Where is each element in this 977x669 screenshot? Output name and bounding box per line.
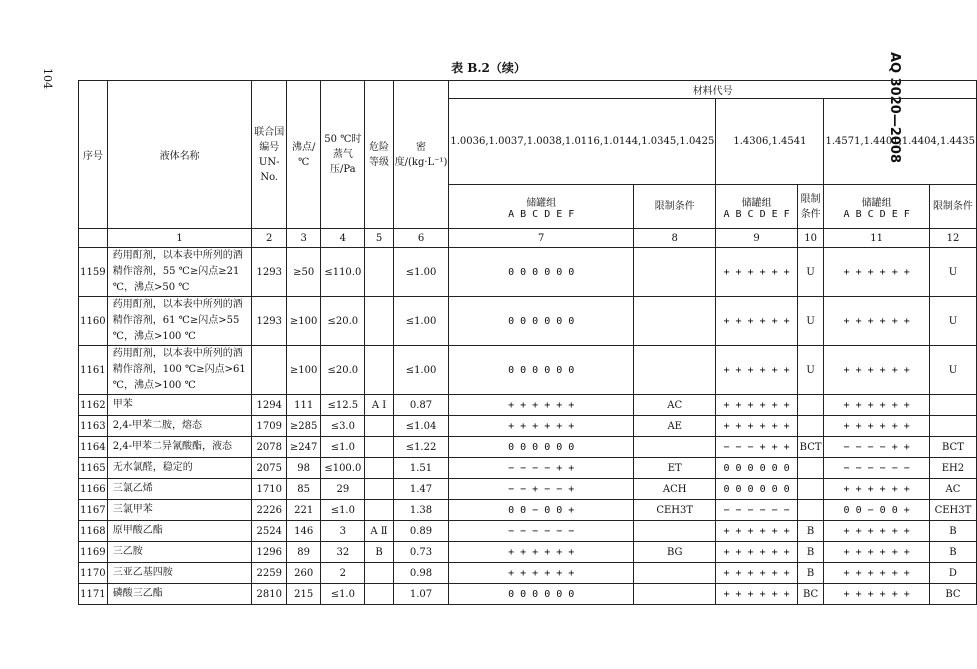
row-un-no bbox=[252, 346, 287, 395]
row-density: ≤1.22 bbox=[393, 437, 449, 458]
table-row bbox=[79, 437, 977, 458]
row-restriction-2 bbox=[797, 479, 824, 500]
table-row bbox=[79, 297, 977, 346]
row-restriction-2: BC bbox=[797, 584, 824, 605]
row-vapor-pressure: ≤100.0 bbox=[321, 458, 365, 479]
row-liquid-name: 2,4-甲苯二异氰酸酯，液态 bbox=[107, 437, 252, 458]
row-un-no: 1294 bbox=[252, 395, 287, 416]
row-material-2: − − − − − − bbox=[716, 500, 797, 521]
tank-group-label: 储罐组 bbox=[526, 197, 557, 209]
row-liquid-name: 无水氯醛，稳定的 bbox=[107, 458, 252, 479]
row-density: ≤1.04 bbox=[393, 416, 449, 437]
column-number: 3 bbox=[287, 229, 321, 248]
row-seq: 1163 bbox=[79, 416, 108, 437]
row-hazard-class bbox=[365, 346, 393, 395]
row-material-2: 0 0 0 0 0 0 bbox=[716, 458, 797, 479]
row-density: 1.07 bbox=[393, 584, 449, 605]
row-seq: 1165 bbox=[79, 458, 108, 479]
row-restriction-3: U bbox=[929, 297, 976, 346]
row-hazard-class bbox=[365, 416, 393, 437]
row-seq: 1162 bbox=[79, 395, 108, 416]
row-boiling-point: ≥285 bbox=[287, 416, 321, 437]
row-restriction-2: U bbox=[797, 346, 824, 395]
column-number: 6 bbox=[393, 229, 449, 248]
table-row bbox=[79, 416, 977, 437]
row-material-2: + + + + + + bbox=[716, 346, 797, 395]
row-un-no: 1293 bbox=[252, 248, 287, 297]
row-boiling-point: 85 bbox=[287, 479, 321, 500]
row-material-2: + + + + + + bbox=[716, 542, 797, 563]
row-vapor-pressure: 29 bbox=[321, 479, 365, 500]
row-liquid-name: 三亚乙基四胺 bbox=[107, 563, 252, 584]
row-restriction-1: CEH3T bbox=[634, 500, 716, 521]
row-restriction-2 bbox=[797, 458, 824, 479]
row-boiling-point: 146 bbox=[287, 521, 321, 542]
column-number: 8 bbox=[634, 229, 716, 248]
row-restriction-3: CEH3T bbox=[929, 500, 976, 521]
column-number-row bbox=[79, 229, 977, 248]
row-restriction-1 bbox=[634, 563, 716, 584]
row-material-3: − − − − − − bbox=[824, 458, 929, 479]
row-density: 1.47 bbox=[393, 479, 449, 500]
header-tank-group-2 bbox=[716, 185, 797, 229]
row-seq: 1160 bbox=[79, 297, 108, 346]
row-restriction-1 bbox=[634, 437, 716, 458]
row-material-1: + + + + + + bbox=[449, 416, 634, 437]
row-restriction-2: B bbox=[797, 521, 824, 542]
row-hazard-class bbox=[365, 584, 393, 605]
row-restriction-2: B bbox=[797, 563, 824, 584]
row-vapor-pressure: ≤1.0 bbox=[321, 584, 365, 605]
row-density: ≤1.00 bbox=[393, 346, 449, 395]
tank-group-label: 储罐组 bbox=[741, 197, 772, 209]
chemical-compatibility-table bbox=[78, 80, 977, 605]
table-row bbox=[79, 346, 977, 395]
row-boiling-point: ≥50 bbox=[287, 248, 321, 297]
table-row bbox=[79, 563, 977, 584]
row-boiling-point: 260 bbox=[287, 563, 321, 584]
row-seq: 1171 bbox=[79, 584, 108, 605]
row-material-3: + + + + + + bbox=[824, 416, 929, 437]
row-material-2: + + + + + + bbox=[716, 395, 797, 416]
row-material-3: + + + + + + bbox=[824, 346, 929, 395]
row-material-1: 0 0 − 0 0 + bbox=[449, 500, 634, 521]
row-vapor-pressure: 2 bbox=[321, 563, 365, 584]
row-material-3: 0 0 − 0 0 + bbox=[824, 500, 929, 521]
row-restriction-3: AC bbox=[929, 479, 976, 500]
row-material-1: − − − − + + bbox=[449, 458, 634, 479]
header-restriction-1: 限制条件 bbox=[634, 185, 716, 229]
row-un-no: 2075 bbox=[252, 458, 287, 479]
page-number: 104 bbox=[41, 68, 54, 89]
row-boiling-point: 89 bbox=[287, 542, 321, 563]
row-restriction-1: BG bbox=[634, 542, 716, 563]
row-restriction-1 bbox=[634, 297, 716, 346]
row-material-3: + + + + + + bbox=[824, 248, 929, 297]
row-material-1: 0 0 0 0 0 0 bbox=[449, 437, 634, 458]
column-number: 9 bbox=[716, 229, 797, 248]
row-restriction-3 bbox=[929, 416, 976, 437]
row-restriction-1 bbox=[634, 346, 716, 395]
header-material-group-1: 1.0036,1.0037,1.0038,1.0116,1.0144,1.0345,1.0425 bbox=[449, 99, 716, 185]
row-liquid-name: 三氯乙烯 bbox=[107, 479, 252, 500]
table-row bbox=[79, 479, 977, 500]
row-un-no: 2226 bbox=[252, 500, 287, 521]
column-number: 4 bbox=[321, 229, 365, 248]
header-vapor-pressure: 50 ℃时蒸气压/Pa bbox=[321, 81, 365, 229]
row-material-2: − − − + + + bbox=[716, 437, 797, 458]
row-vapor-pressure: ≤3.0 bbox=[321, 416, 365, 437]
row-restriction-1 bbox=[634, 584, 716, 605]
row-restriction-2: U bbox=[797, 297, 824, 346]
row-vapor-pressure: 32 bbox=[321, 542, 365, 563]
row-boiling-point: 98 bbox=[287, 458, 321, 479]
row-liquid-name: 药用酊剂，以本表中所列的酒精作溶剂，61 ℃≥闪点>55 ℃，沸点>100 ℃ bbox=[107, 297, 252, 346]
row-vapor-pressure: 3 bbox=[321, 521, 365, 542]
row-density: 1.51 bbox=[393, 458, 449, 479]
row-hazard-class: B bbox=[365, 542, 393, 563]
row-density: ≤1.00 bbox=[393, 248, 449, 297]
column-number: 7 bbox=[449, 229, 634, 248]
row-density: 0.98 bbox=[393, 563, 449, 584]
header-material-group-3: 1.4571,1.4401,1.4404,1.4435 bbox=[824, 99, 977, 185]
row-material-1: 0 0 0 0 0 0 bbox=[449, 584, 634, 605]
row-material-2: + + + + + + bbox=[716, 563, 797, 584]
row-restriction-3: D bbox=[929, 563, 976, 584]
table-title: 表 B.2（续） bbox=[451, 61, 526, 75]
row-un-no: 2259 bbox=[252, 563, 287, 584]
row-liquid-name: 药用酊剂，以本表中所列的酒精作溶剂，100 ℃≥闪点>61 ℃，沸点>100 ℃ bbox=[107, 346, 252, 395]
row-boiling-point: ≥247 bbox=[287, 437, 321, 458]
column-number: 10 bbox=[797, 229, 824, 248]
row-restriction-3: B bbox=[929, 521, 976, 542]
row-liquid-name: 磷酸三乙酯 bbox=[107, 584, 252, 605]
row-restriction-3: U bbox=[929, 346, 976, 395]
row-restriction-1: AE bbox=[634, 416, 716, 437]
row-material-2: + + + + + + bbox=[716, 297, 797, 346]
row-liquid-name: 原甲酸乙酯 bbox=[107, 521, 252, 542]
table-row bbox=[79, 542, 977, 563]
row-material-1: + + + + + + bbox=[449, 395, 634, 416]
row-restriction-3: U bbox=[929, 248, 976, 297]
header-liquid-name: 液体名称 bbox=[107, 81, 252, 229]
row-restriction-1 bbox=[634, 521, 716, 542]
row-un-no: 1296 bbox=[252, 542, 287, 563]
row-vapor-pressure: ≤1.0 bbox=[321, 437, 365, 458]
row-restriction-2: U bbox=[797, 248, 824, 297]
row-hazard-class bbox=[365, 500, 393, 521]
row-density: 1.38 bbox=[393, 500, 449, 521]
row-material-3: + + + + + + bbox=[824, 479, 929, 500]
row-restriction-1: ACH bbox=[634, 479, 716, 500]
header-material-group-2: 1.4306,1.4541 bbox=[716, 99, 824, 185]
row-material-3: + + + + + + bbox=[824, 563, 929, 584]
header-tank-group-1 bbox=[449, 185, 634, 229]
row-seq: 1167 bbox=[79, 500, 108, 521]
row-restriction-1: AC bbox=[634, 395, 716, 416]
tank-letters: A B C D E F bbox=[723, 208, 790, 220]
row-liquid-name: 甲苯 bbox=[107, 395, 252, 416]
row-hazard-class bbox=[365, 479, 393, 500]
header-density: 密度/(kg·L⁻¹) bbox=[393, 81, 449, 229]
row-restriction-2 bbox=[797, 395, 824, 416]
header-seq: 序号 bbox=[79, 81, 108, 229]
column-number: 11 bbox=[824, 229, 929, 248]
row-restriction-1: ET bbox=[634, 458, 716, 479]
row-material-2: + + + + + + bbox=[716, 521, 797, 542]
row-hazard-class bbox=[365, 563, 393, 584]
row-material-2: + + + + + + bbox=[716, 416, 797, 437]
row-density: ≤1.00 bbox=[393, 297, 449, 346]
row-restriction-2: BCT bbox=[797, 437, 824, 458]
row-material-2: 0 0 0 0 0 0 bbox=[716, 479, 797, 500]
row-restriction-3: EH2 bbox=[929, 458, 976, 479]
row-restriction-2: B bbox=[797, 542, 824, 563]
row-boiling-point: 221 bbox=[287, 500, 321, 521]
row-material-1: 0 0 0 0 0 0 bbox=[449, 346, 634, 395]
column-number: 5 bbox=[365, 229, 393, 248]
row-material-3: + + + + + + bbox=[824, 521, 929, 542]
tank-letters: A B C D E F bbox=[843, 208, 910, 220]
row-density: 0.87 bbox=[393, 395, 449, 416]
row-material-3: + + + + + + bbox=[824, 584, 929, 605]
row-material-1: − − + − − + bbox=[449, 479, 634, 500]
row-seq: 1170 bbox=[79, 563, 108, 584]
row-liquid-name: 2,4-甲苯二胺，熔态 bbox=[107, 416, 252, 437]
table-row bbox=[79, 584, 977, 605]
row-seq: 1164 bbox=[79, 437, 108, 458]
row-hazard-class: A Ⅰ bbox=[365, 395, 393, 416]
table-row bbox=[79, 500, 977, 521]
header-boiling-point: 沸点/℃ bbox=[287, 81, 321, 229]
row-vapor-pressure: ≤20.0 bbox=[321, 346, 365, 395]
row-un-no: 1293 bbox=[252, 297, 287, 346]
row-restriction-2 bbox=[797, 416, 824, 437]
row-material-1: + + + + + + bbox=[449, 563, 634, 584]
row-density: 0.73 bbox=[393, 542, 449, 563]
row-material-1: 0 0 0 0 0 0 bbox=[449, 248, 634, 297]
row-restriction-3: BC bbox=[929, 584, 976, 605]
table-row bbox=[79, 248, 977, 297]
row-seq: 1169 bbox=[79, 542, 108, 563]
table-row bbox=[79, 458, 977, 479]
table-row bbox=[79, 395, 977, 416]
row-material-2: + + + + + + bbox=[716, 584, 797, 605]
column-number: 2 bbox=[252, 229, 287, 248]
row-hazard-class: A Ⅱ bbox=[365, 521, 393, 542]
row-liquid-name: 三氯甲苯 bbox=[107, 500, 252, 521]
row-restriction-1 bbox=[634, 248, 716, 297]
row-restriction-3: B bbox=[929, 542, 976, 563]
row-seq: 1159 bbox=[79, 248, 108, 297]
header-restriction-3: 限制条件 bbox=[929, 185, 976, 229]
row-material-1: − − − − − − bbox=[449, 521, 634, 542]
row-boiling-point: 111 bbox=[287, 395, 321, 416]
tank-group-label: 储罐组 bbox=[861, 197, 892, 209]
row-hazard-class bbox=[365, 458, 393, 479]
tank-letters: A B C D E F bbox=[508, 208, 575, 220]
row-seq: 1168 bbox=[79, 521, 108, 542]
column-number: 12 bbox=[929, 229, 976, 248]
row-un-no: 1709 bbox=[252, 416, 287, 437]
column-number-blank bbox=[79, 229, 108, 248]
row-un-no: 2078 bbox=[252, 437, 287, 458]
row-restriction-2 bbox=[797, 500, 824, 521]
row-liquid-name: 药用酊剂，以本表中所列的酒精作溶剂，55 ℃≥闪点≥21 ℃，沸点>50 ℃ bbox=[107, 248, 252, 297]
header-un-no: 联合国编号UN-No. bbox=[252, 81, 287, 229]
header-restriction-2: 限制条件 bbox=[797, 185, 824, 229]
row-material-1: + + + + + + bbox=[449, 542, 634, 563]
table-row bbox=[79, 521, 977, 542]
row-restriction-3: BCT bbox=[929, 437, 976, 458]
row-un-no: 1710 bbox=[252, 479, 287, 500]
column-number: 1 bbox=[107, 229, 252, 248]
row-material-3: + + + + + + bbox=[824, 395, 929, 416]
row-material-1: 0 0 0 0 0 0 bbox=[449, 297, 634, 346]
row-material-3: − − − − + + bbox=[824, 437, 929, 458]
row-vapor-pressure: ≤110.0 bbox=[321, 248, 365, 297]
row-boiling-point: ≥100 bbox=[287, 346, 321, 395]
row-seq: 1166 bbox=[79, 479, 108, 500]
row-material-3: + + + + + + bbox=[824, 297, 929, 346]
row-seq: 1161 bbox=[79, 346, 108, 395]
row-vapor-pressure: ≤12.5 bbox=[321, 395, 365, 416]
row-hazard-class bbox=[365, 248, 393, 297]
header-material-code: 材料代号 bbox=[449, 81, 977, 99]
standard-code: AQ 3020—2008 bbox=[887, 52, 902, 164]
row-boiling-point: 215 bbox=[287, 584, 321, 605]
row-hazard-class bbox=[365, 297, 393, 346]
row-un-no: 2810 bbox=[252, 584, 287, 605]
row-vapor-pressure: ≤1.0 bbox=[321, 500, 365, 521]
row-hazard-class bbox=[365, 437, 393, 458]
header-tank-group-3 bbox=[824, 185, 929, 229]
row-restriction-3 bbox=[929, 395, 976, 416]
row-material-2: + + + + + + bbox=[716, 248, 797, 297]
row-density: 0.89 bbox=[393, 521, 449, 542]
row-material-3: + + + + + + bbox=[824, 542, 929, 563]
header-hazard-class: 危险等级 bbox=[365, 81, 393, 229]
row-liquid-name: 三乙胺 bbox=[107, 542, 252, 563]
row-vapor-pressure: ≤20.0 bbox=[321, 297, 365, 346]
row-un-no: 2524 bbox=[252, 521, 287, 542]
row-boiling-point: ≥100 bbox=[287, 297, 321, 346]
